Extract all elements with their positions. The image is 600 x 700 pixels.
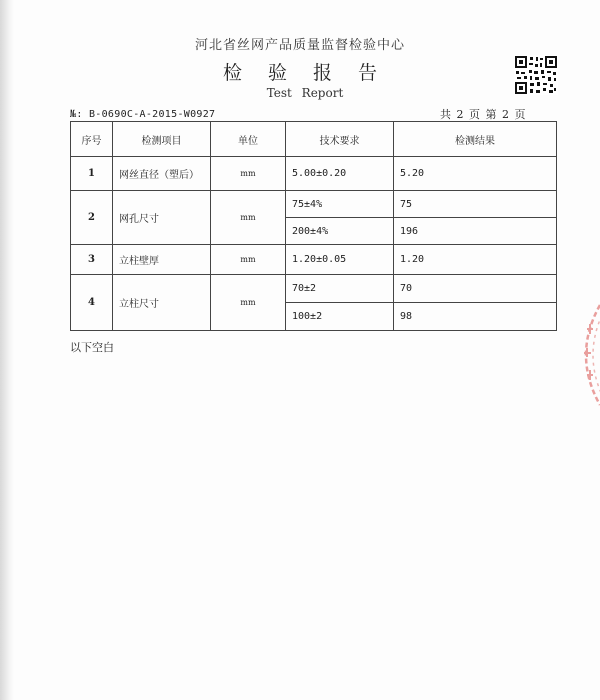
result-cell: 98 [394, 303, 557, 331]
unit-cell: mm [211, 275, 286, 331]
report-title: 检 验 报 告 [222, 62, 388, 84]
qr-code-icon [514, 55, 558, 95]
report-subtitle: Test Report [266, 86, 344, 100]
report-number: №: B-0690C-A-2015-W0927 [70, 109, 216, 120]
table-row [71, 157, 557, 191]
row-number: 1 [71, 157, 113, 191]
scan-edge-shadow [0, 0, 14, 700]
table-header-row [71, 122, 557, 157]
row-number: 2 [71, 191, 113, 245]
header-seq: 序号 [71, 122, 113, 157]
test-item: 立柱壁厚 [113, 245, 211, 275]
row-number: 4 [71, 275, 113, 331]
header-unit: 单位 [211, 122, 286, 157]
requirement-cell: 100±2 [286, 303, 394, 331]
requirement-cell: 1.20±0.05 [286, 245, 394, 275]
result-cell: 1.20 [394, 245, 557, 275]
test-item: 网丝直径（塑后） [113, 157, 211, 191]
header-item: 检测项目 [113, 122, 211, 157]
blank-below-note: 以下空白 [70, 341, 114, 354]
result-cell: 196 [394, 218, 557, 245]
partial-red-seal-stamp [562, 300, 600, 410]
result-cell: 70 [394, 275, 557, 303]
header-result: 检测结果 [394, 122, 557, 157]
requirement-cell: 75±4% [286, 191, 394, 218]
header-requirement: 技术要求 [286, 122, 394, 157]
results-table [70, 121, 557, 331]
org-name: 河北省丝网产品质量监督检验中心 [194, 38, 405, 53]
result-cell: 75 [394, 191, 557, 218]
requirement-cell: 5.00±0.20 [286, 157, 394, 191]
result-cell: 5.20 [394, 157, 557, 191]
requirement-cell: 70±2 [286, 275, 394, 303]
table-row [71, 245, 557, 275]
test-item: 立柱尺寸 [113, 275, 211, 331]
table-row [71, 275, 557, 303]
unit-cell: mm [211, 191, 286, 245]
unit-cell: mm [211, 245, 286, 275]
unit-cell: mm [211, 157, 286, 191]
page-count: 共 2 页 第 2 页 [440, 108, 527, 121]
test-item: 网孔尺寸 [113, 191, 211, 245]
requirement-cell: 200±4% [286, 218, 394, 245]
row-number: 3 [71, 245, 113, 275]
table-row [71, 191, 557, 218]
